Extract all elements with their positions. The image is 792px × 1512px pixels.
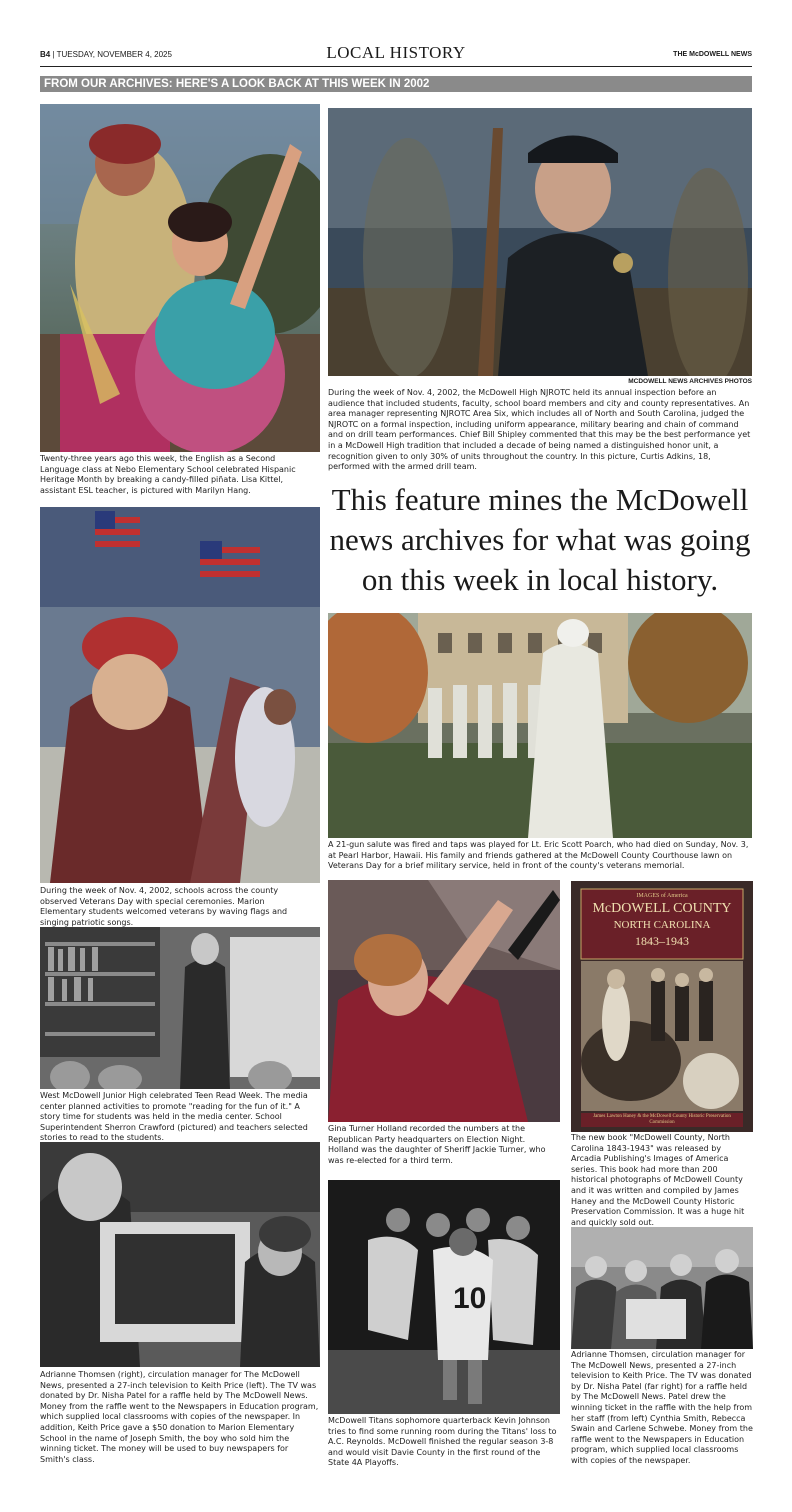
feature-statement: This feature mines the McDowell news archives for what was going on this week in local history.: [329, 482, 751, 597]
njrotc-photo: [328, 108, 752, 376]
tv-presentation-caption: Adrianne Thomsen (right), circulation manager for The McDowell News, presented a 27-inch television to Keith Price (left). The TV was donated by Dr. Nisha Patel for a raffle held by The McDowell News. Money from the raffle went to the Newspapers in Education program, which supplied local classrooms with copies of the newspaper. In addition, Keith Price gave a $50 donation to Marion Elementary School in the name of Joseph Smith, the boy who sold him the winning ticket. The money will be used to buy newspapers for Smith's class.: [40, 1370, 319, 1464]
archives-banner: FROM OUR ARCHIVES: HERE'S A LOOK BACK AT THIS WEEK IN 2002: [40, 76, 752, 92]
tv-presentation-photo: [40, 1142, 320, 1367]
njrotc-caption: During the week of Nov. 4, 2002, the McDowell High NJROTC held its annual inspection before an audience that included students, faculty, school board members and city and county representatives. An area manager representing NJROTC Area Six, which includes all of North and South Carolina, judged the NJROTC on a formal inspection, including uniform appearance, military bearing and chain of command and on drill team performances. Chief Bill Shipley commented that this may be the best performance yet in a McDowell High tradition that included a decade of being named a distinguished honor unit, a recognition given to only 30% of units throughout the country. In this picture, Curtis Adkins, 18, performed with the armed drill team.: [328, 388, 751, 472]
jersey-number: 10: [453, 1282, 487, 1315]
section-title: LOCAL HISTORY: [326, 43, 466, 62]
book-title: McDOWELL COUNTY: [592, 901, 732, 916]
newspaper-name: THE McDOWELL NEWS: [673, 51, 752, 58]
football-photo: [328, 1180, 560, 1414]
holland-caption: Gina Turner Holland recorded the numbers at the Republican Party headquarters on Election Night. Holland was the daughter of Sheriff Jackie Turner, who was re-elected for a third term.: [328, 1124, 546, 1165]
header-rule: [40, 66, 752, 67]
veterans-day-caption: During the week of Nov. 4, 2002, schools across the county observed Veterans Day with special ceremonies. Marion Elementary students welcomed veterans by waving flags and singing patriotic songs.: [40, 886, 288, 927]
teen-read-photo: [40, 927, 320, 1089]
esl-caption: Twenty-three years ago this week, the English as a Second Language class at Nebo Elementary School celebrated Hispanic Heritage Month by breaking a candy-filled piñata. Lisa Kittel, assistant ESL teacher, is pictured with Marilyn Hang.: [40, 454, 296, 495]
book-subtitle: NORTH CAROLINA: [613, 919, 711, 931]
veterans-day-photo: [40, 507, 320, 883]
esl-pinata-photo: [40, 104, 320, 452]
book-series: IMAGES of America: [636, 893, 688, 899]
book-cover-photo: [571, 881, 753, 1132]
page-number: B4: [40, 50, 51, 59]
dateline: TUESDAY, NOVEMBER 4, 2025: [56, 50, 172, 59]
holland-photo: [328, 880, 560, 1122]
football-caption: McDowell Titans sophomore quarterback Kevin Johnson tries to find some running room during the Titans' loss to A.C. Reynolds. McDowell finished the regular season 3-8 and would visit Davie County in the first round of the State 4A Playoffs.: [328, 1416, 557, 1468]
book-years: 1843–1943: [635, 934, 689, 948]
raffle-staff-caption: Adrianne Thomsen, circulation manager for The McDowell News, presented a 27-inch television to Keith Price. The TV was donated by Dr. Nisha Patel (far right) for a raffle held by The McDowell News. Patel drew the winning ticket in the raffle with the help from her staff (from left) Cynthia Smith, Rebecca Swain and Carlene Schwebe. Money from the raffle went to the Newspapers in Education program, which supplied local classrooms with copies of the newspaper.: [571, 1350, 753, 1465]
book-authors: James Lawton Haney & the McDowell County Historic Preservation Commission: [593, 1114, 731, 1125]
salute-caption: A 21-gun salute was fired and taps was played for Lt. Eric Scott Poarch, who had died on Sunday, Nov. 3, at Pearl Harbor, Hawaii. His family and friends gathered at the McDowell County Courthouse lawn on Veterans Day for a brief military service, held in front of the county's veterans memorial.: [328, 840, 749, 871]
raffle-staff-photo: [571, 1227, 753, 1349]
salute-photo: [328, 613, 752, 838]
book-caption: The new book "McDowell County, North Carolina 1843-1943" was released by Arcadia Publishing's Images of America series. This book had more than 200 historical photographs of McDowell County and it was written and compiled by James Haney and the McDowell County Historic Preservation Commission. It was a huge hit and quickly sold out.: [571, 1133, 745, 1227]
page-number-dateline: B4 | TUESDAY, NOVEMBER 4, 2025: [40, 50, 172, 59]
photo-credit: MCDOWELL NEWS ARCHIVES PHOTOS: [628, 378, 752, 385]
teen-read-caption: West McDowell Junior High celebrated Teen Read Week. The media center planned activities to promote "reading for the fun of it." A story time for students was held in the media center. School Superintendent Sherron Crawford (pictured) and teachers selected stories to read to the students.: [40, 1091, 308, 1143]
